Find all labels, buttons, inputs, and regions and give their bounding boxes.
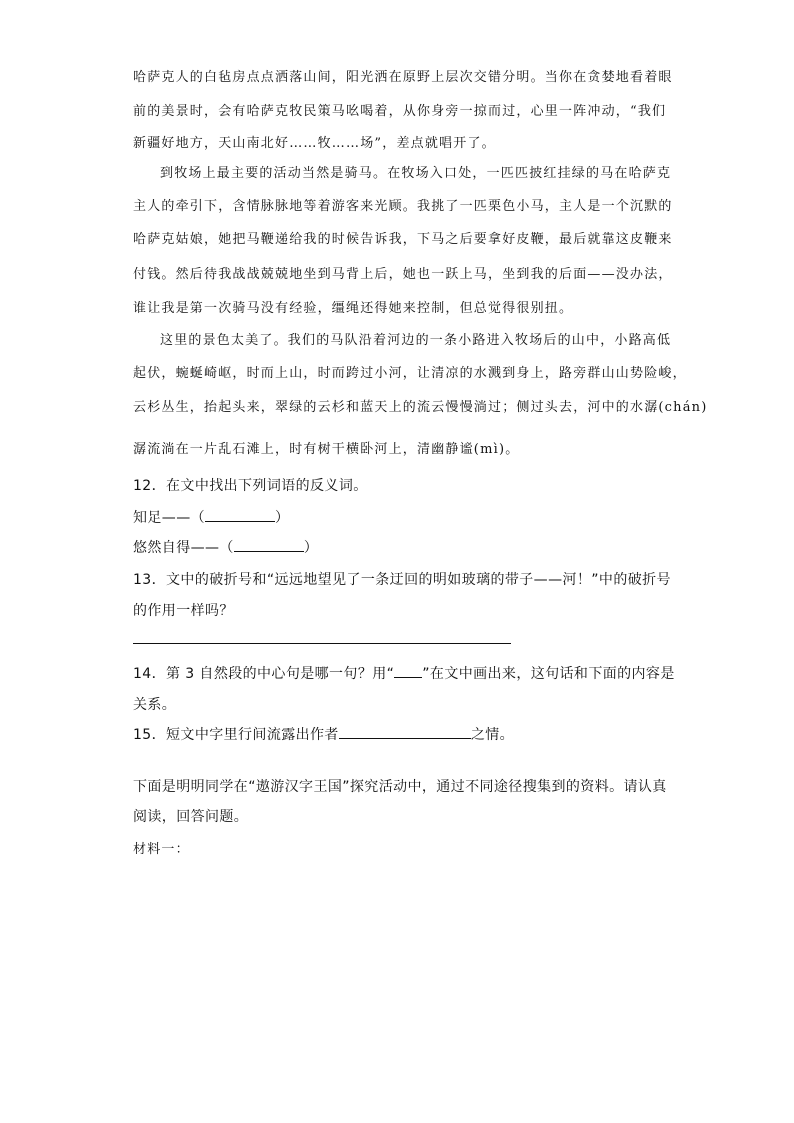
section-intro-line-1: 下面是明明同学在“遨游汉字王国”探究活动中，通过不同途径搜集到的资料。请认真 [133, 779, 667, 795]
question-15 [133, 724, 514, 744]
underline-sample [394, 663, 422, 678]
answer-blank[interactable] [205, 507, 275, 522]
passage-line: 这里的景色太美了。我们的马队沿着河边的一条小路进入牧场后的山中，小路高低 [160, 333, 672, 348]
passage-line: 前的美景时，会有哈萨克牧民策马吆喝着，从你身旁一掠而过，心里一阵冲动，“我们 [133, 104, 667, 119]
question-13-line-2: 的作用一样吗？ [133, 603, 234, 619]
section-intro-line-2: 阅读，回答问题。 [133, 809, 249, 825]
question-15-text-b: 之情。 [470, 727, 515, 743]
question-12-word-2: 悠然自得——（ [133, 540, 234, 556]
question-14-line-2: 关系。 [133, 697, 177, 713]
passage-line: 到牧场上最主要的活动当然是骑马。在牧场入口处，一匹匹披红挂绿的马在哈萨克 [160, 166, 672, 181]
close-paren: ） [275, 510, 290, 526]
passage-line: 新疆好地方，天山南北好……牧……场”，差点就唱开了。 [133, 136, 496, 151]
passage-line: 潺流淌在一片乱石滩上，时有树干横卧河上，清幽静谧(mì)。 [133, 442, 520, 457]
passage-line: 主人的牵引下，含情脉脉地等着游客来光顾。我挑了一匹栗色小马，主人是一个沉默的 [133, 199, 673, 214]
answer-blank[interactable] [339, 724, 471, 739]
material-label: 材料一： [133, 842, 190, 857]
answer-line[interactable] [133, 643, 511, 644]
question-14-text-b: ”在文中画出来，这句话和下面的内容是 [422, 666, 675, 682]
question-14-text-a: 14．第 3 自然段的中心句是哪一句？用“ [133, 666, 395, 682]
question-12-word-1: 知足——（ [133, 510, 205, 526]
question-12: 12．在文中找出下列词语的反义词。 [133, 478, 368, 494]
passage-line: 哈萨克姑娘，她把马鞭递给我的时候告诉我，下马之后要拿好皮鞭，最后就靠这皮鞭来 [133, 232, 673, 247]
passage-line: 哈萨克人的白毡房点点洒落山间，阳光洒在原野上层次交错分明。当你在贪婪地看着眼 [133, 70, 673, 85]
question-12-item-2 [133, 537, 318, 557]
passage-line: 起伏，蜿蜒崎岖，时而上山，时而跨过小河，让清凉的水溅到身上，路旁群山山势险峻， [133, 366, 687, 381]
passage-line: 付钱。然后待我战战兢兢地坐到马背上后，她也一跃上马，坐到我的后面——没办法， [133, 267, 673, 282]
passage-line: 云杉丛生，抬起头来，翠绿的云杉和蓝天上的流云慢慢淌过；侧过头去，河中的水潺(chán) [133, 400, 708, 415]
answer-blank[interactable] [234, 537, 304, 552]
close-paren: ） [303, 540, 319, 556]
question-13-line-1: 13．文中的破折号和“远远地望见了一条迂回的明如玻璃的带子——河！”中的破折号 [133, 572, 671, 588]
passage-line: 谁让我是第一次骑马没有经验，缰绳还得她来控制，但总觉得很别扭。 [133, 301, 574, 316]
question-12-item-1 [133, 507, 289, 527]
question-15-text-a: 15．短文中字里行间流露出作者 [133, 727, 339, 743]
question-14-line-1 [133, 663, 675, 683]
